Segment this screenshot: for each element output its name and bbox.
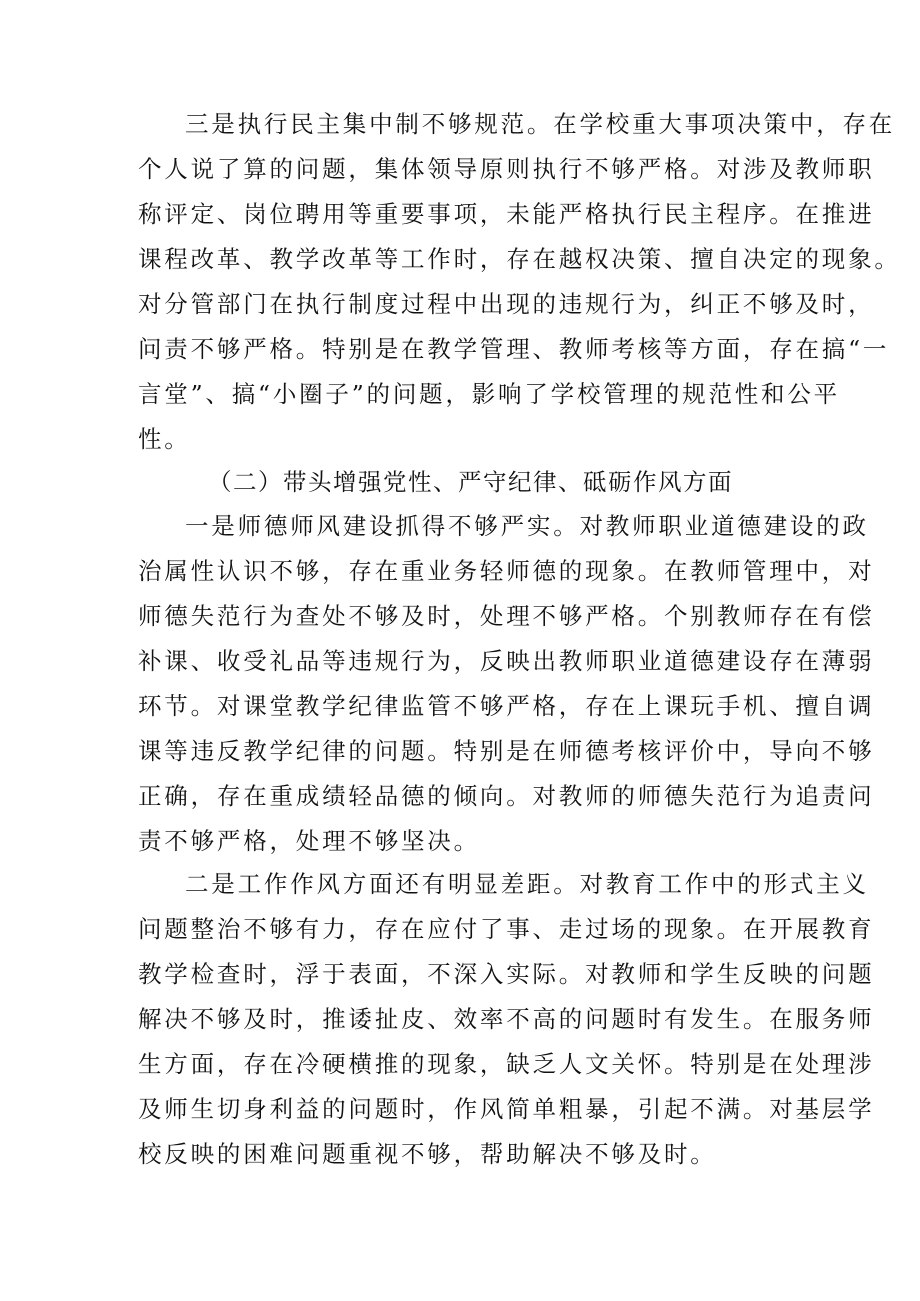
text-line: 性。 [138,425,191,453]
text-line: 二是工作作风方面还有明显差距。对教育工作中的形式主义 [185,870,869,898]
text-line: 师德失范行为查处不够及时，处理不够严格。个别教师存在有偿 [138,602,875,630]
text-line: 正确，存在重成绩轻品德的倾向。对教师的师德失范行为追责问 [138,782,875,810]
text-line: 校反映的困难问题重视不够，帮助解决不够及时。 [138,1140,717,1168]
text-line: 及师生切身利益的问题时，作风简单粗暴，引起不满。对基层学 [138,1095,875,1123]
text-line: 个人说了算的问题，集体领导原则执行不够严格。对涉及教师职 [138,155,875,183]
text-line: 课等违反教学纪律的问题。特别是在师德考核评价中，导向不够 [138,737,875,765]
text-line: 教学检查时，浮于表面，不深入实际。对教师和学生反映的问题 [138,960,875,988]
heading-text: （二）带头增强党性、严守纪律、砥砺作风方面 [208,468,733,496]
text-line: 问题整治不够有力，存在应付了事、走过场的现象。在开展教育 [138,915,875,943]
text-line: 补课、收受礼品等违规行为，反映出教师职业道德建设存在薄弱 [138,647,875,675]
text-line: 课程改革、教学改革等工作时，存在越权决策、擅自决定的现象。 [138,245,901,273]
text-line: 对分管部门在执行制度过程中出现的违规行为，纠正不够及时， [138,290,875,318]
text-line: 称评定、岗位聘用等重要事项，未能严格执行民主程序。在推进 [138,200,875,228]
text-line: 一是师德师风建设抓得不够严实。对教师职业道德建设的政 [185,512,869,540]
text-line: 责不够严格，处理不够坚决。 [138,827,480,855]
text-line: 言堂”、搞“小圈子”的问题，影响了学校管理的规范性和公平 [138,380,840,408]
text-line: 解决不够及时，推诿扯皮、效率不高的问题时有发生。在服务师 [138,1005,875,1033]
text-line: 三是执行民主集中制不够规范。在学校重大事项决策中，存在 [185,110,896,138]
text-line: 环节。对课堂教学纪律监管不够严格，存在上课玩手机、擅自调 [138,692,875,720]
text-line: 生方面，存在冷硬横推的现象，缺乏人文关怀。特别是在处理涉 [138,1050,875,1078]
text-line: 治属性认识不够，存在重业务轻师德的现象。在教师管理中，对 [138,557,875,585]
text-line: 问责不够严格。特别是在教学管理、教师考核等方面，存在搞“一 [138,335,890,363]
